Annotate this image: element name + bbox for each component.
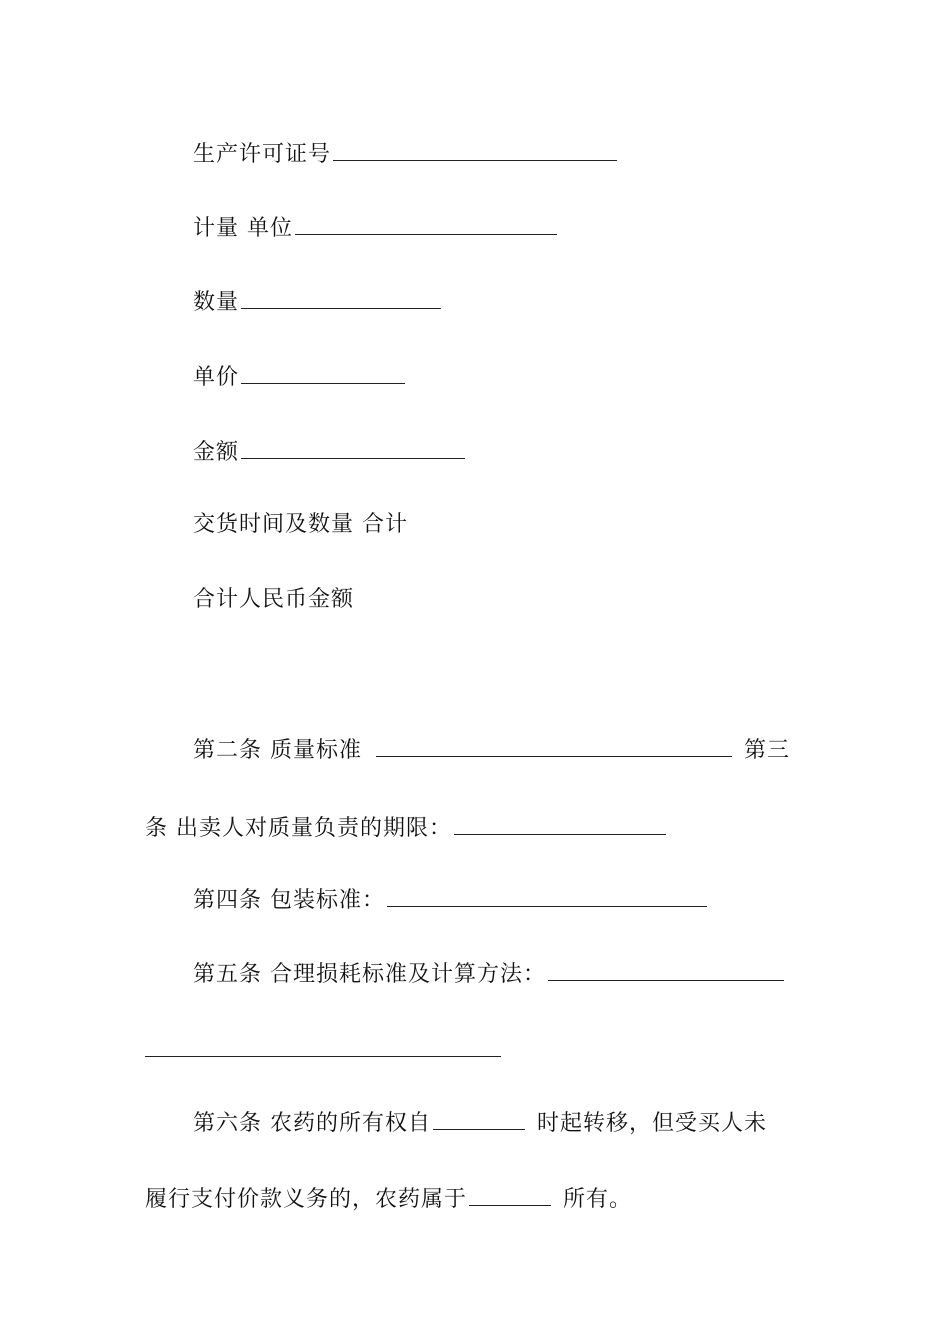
field-delivery-label: 交货时间及数量 合计 bbox=[193, 512, 408, 537]
article-3-start: 第三 bbox=[744, 738, 791, 763]
field-license-label: 生产许可证号 bbox=[193, 142, 332, 167]
article-4-text: 第四条 包装标准： bbox=[193, 888, 385, 913]
article-6-part2: 时起转移，但受买人未 bbox=[537, 1111, 768, 1136]
article-3-text: 条 出卖人对质量负责的期限： bbox=[145, 816, 452, 841]
field-unit-price bbox=[193, 361, 405, 393]
license-blank[interactable] bbox=[333, 138, 617, 161]
unit-blank[interactable] bbox=[295, 212, 557, 235]
field-unit bbox=[193, 212, 557, 244]
field-delivery bbox=[193, 510, 408, 540]
article-2-label: 第二条 质量标准 bbox=[193, 738, 362, 763]
ownership-transfer-blank[interactable] bbox=[433, 1107, 525, 1130]
article-4 bbox=[193, 884, 707, 916]
field-unit-price-label: 单价 bbox=[193, 365, 240, 390]
article-6-part4: 所有。 bbox=[563, 1187, 633, 1212]
field-total-rmb-label: 合计人民币金额 bbox=[193, 587, 355, 612]
loss-standard-blank[interactable] bbox=[548, 958, 784, 981]
article-5-text: 第五条 合理损耗标准及计算方法： bbox=[193, 962, 546, 987]
field-license bbox=[193, 138, 617, 170]
field-amount-label: 金额 bbox=[193, 440, 240, 465]
article-6-continued bbox=[145, 1183, 632, 1215]
packaging-standard-blank[interactable] bbox=[387, 884, 707, 907]
field-unit-label: 计量 单位 bbox=[193, 216, 293, 241]
field-total-rmb bbox=[193, 585, 354, 615]
article-3 bbox=[145, 812, 666, 844]
quality-period-blank[interactable] bbox=[454, 812, 666, 835]
quality-standard-blank[interactable] bbox=[376, 734, 732, 757]
article-2 bbox=[193, 734, 790, 766]
unit-price-blank[interactable] bbox=[241, 361, 405, 384]
field-quantity bbox=[193, 286, 441, 318]
amount-blank[interactable] bbox=[241, 436, 465, 459]
quantity-blank[interactable] bbox=[241, 286, 441, 309]
field-quantity-label: 数量 bbox=[193, 290, 240, 315]
owner-blank[interactable] bbox=[469, 1183, 551, 1206]
article-6 bbox=[193, 1107, 767, 1139]
loss-standard-blank-2[interactable] bbox=[145, 1034, 501, 1057]
article-5 bbox=[193, 958, 784, 990]
article-5-continued bbox=[145, 1034, 501, 1066]
article-6-part1: 第六条 农药的所有权自 bbox=[193, 1111, 431, 1136]
article-6-part3: 履行支付价款义务的，农药属于 bbox=[145, 1187, 468, 1212]
field-amount bbox=[193, 436, 465, 468]
